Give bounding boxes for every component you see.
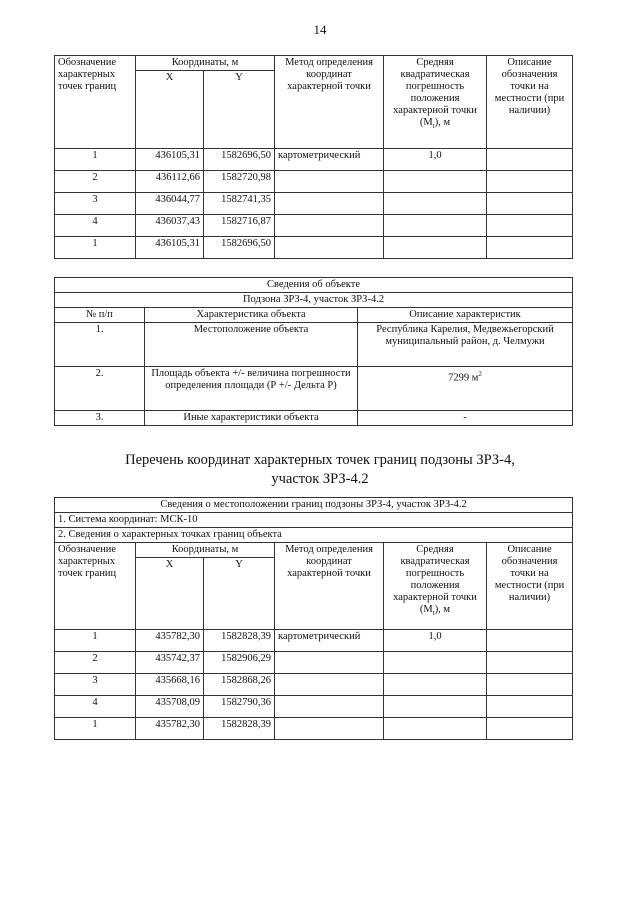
row-desc: Республика Карелия, Медвежьегорский муниципальный район, д. Челмужи [358, 323, 573, 367]
header-y: Y [204, 558, 275, 630]
heading-line-2: участок ЗРЗ-4.2 [271, 471, 369, 487]
y-coordinate: 1582790,36 [204, 696, 275, 718]
row-num: 1. [55, 323, 145, 367]
row-num: 2. [55, 367, 145, 411]
table-row [55, 215, 573, 237]
method-cell: картометрический [275, 149, 384, 171]
y-coordinate: 1582716,87 [204, 215, 275, 237]
x-coordinate: 436105,31 [136, 237, 204, 259]
table-row [55, 630, 573, 652]
header-coordinates: Координаты, м [136, 56, 275, 71]
table-row [55, 193, 573, 215]
row-char: Местоположение объекта [145, 323, 358, 367]
header-description: Описание обозначения точки на местности (при наличии) [487, 56, 573, 149]
header-designation: Обозначение характерных точек границ [55, 543, 136, 630]
point-number: 3 [55, 674, 136, 696]
page-number: 14 [313, 22, 327, 37]
y-coordinate: 1582828,39 [204, 718, 275, 740]
x-coordinate: 435708,09 [136, 696, 204, 718]
row-char: Площадь объекта +/- величина погрешности определения площади (Р +/- Дельта Р) [145, 367, 358, 411]
point-number: 1 [55, 630, 136, 652]
header-y: Y [204, 71, 275, 149]
method-cell [275, 193, 384, 215]
row-desc: 7299 $м^2$ [358, 367, 573, 411]
description-cell [487, 193, 573, 215]
header-method: Метод определения координат характерной точки [275, 56, 384, 149]
y-coordinate: 1582828,39 [204, 630, 275, 652]
point-number: 4 [55, 215, 136, 237]
col-char-header: Характеристика объекта [145, 308, 358, 323]
object-info-subtitle: Подзона ЗРЗ-4, участок ЗРЗ-4.2 [55, 293, 573, 308]
row-num: 3. [55, 411, 145, 426]
description-cell [487, 149, 573, 171]
point-number: 1 [55, 149, 136, 171]
table-row [55, 171, 573, 193]
object-info-table [54, 277, 573, 426]
error-cell [384, 193, 487, 215]
coordinates-table-1 [54, 55, 573, 259]
error-cell [384, 652, 487, 674]
point-number: 2 [55, 652, 136, 674]
y-coordinate: 1582868,26 [204, 674, 275, 696]
method-cell [275, 171, 384, 193]
table-row [55, 674, 573, 696]
point-number: 2 [55, 171, 136, 193]
error-cell [384, 696, 487, 718]
description-cell [487, 718, 573, 740]
table-row [55, 149, 573, 171]
header-error: Средняя квадратическая погрешность положения характерной точки $(M_t)$, м [384, 543, 487, 630]
y-coordinate: 1582741,35 [204, 193, 275, 215]
header-method: Метод определения координат характерной точки [275, 543, 384, 630]
error-cell: 1,0 [384, 149, 487, 171]
description-cell [487, 652, 573, 674]
point-number: 1 [55, 718, 136, 740]
y-coordinate: 1582906,29 [204, 652, 275, 674]
header-x: X [136, 558, 204, 630]
coordinates-table-2 [54, 497, 573, 740]
error-cell: 1,0 [384, 630, 487, 652]
object-info-title: Сведения об объекте [55, 278, 573, 293]
x-coordinate: 436044,77 [136, 193, 204, 215]
coordinate-system: 1. Система координат: МСК-10 [55, 513, 573, 528]
header-designation: Обозначение характерных точек границ [55, 56, 136, 149]
col-desc-header: Описание характеристик [358, 308, 573, 323]
header-coordinates: Координаты, м [136, 543, 275, 558]
description-cell [487, 171, 573, 193]
point-number: 3 [55, 193, 136, 215]
table-row [55, 696, 573, 718]
points-section: 2. Сведения о характерных точках границ объекта [55, 528, 573, 543]
location-title: Сведения о местоположении границ подзоны ЗРЗ-4, участок ЗРЗ-4.2 [55, 498, 573, 513]
x-coordinate: 435668,16 [136, 674, 204, 696]
method-cell [275, 652, 384, 674]
method-cell: картометрический [275, 630, 384, 652]
description-cell [487, 674, 573, 696]
method-cell [275, 215, 384, 237]
y-coordinate: 1582696,50 [204, 149, 275, 171]
y-coordinate: 1582696,50 [204, 237, 275, 259]
row-char: Иные характеристики объекта [145, 411, 358, 426]
description-cell [487, 237, 573, 259]
y-coordinate: 1582720,98 [204, 171, 275, 193]
row-desc: - [358, 411, 573, 426]
x-coordinate: 435782,30 [136, 630, 204, 652]
error-cell [384, 718, 487, 740]
col-num-header: № п/п [55, 308, 145, 323]
description-cell [487, 696, 573, 718]
point-number: 1 [55, 237, 136, 259]
error-cell [384, 215, 487, 237]
x-coordinate: 436105,31 [136, 149, 204, 171]
error-cell [384, 674, 487, 696]
header-x: X [136, 71, 204, 149]
method-cell [275, 237, 384, 259]
x-coordinate: 435782,30 [136, 718, 204, 740]
header-error: Средняя квадратическая погрешность положения характерной точки $(M_t)$, м [384, 56, 487, 149]
method-cell [275, 674, 384, 696]
section-heading [0, 451, 640, 489]
table-row [55, 652, 573, 674]
method-cell [275, 718, 384, 740]
description-cell [487, 630, 573, 652]
x-coordinate: 436112,66 [136, 171, 204, 193]
heading-line-1: Перечень координат характерных точек границ подзоны ЗРЗ-4, [125, 452, 515, 468]
table-row [55, 718, 573, 740]
x-coordinate: 436037,43 [136, 215, 204, 237]
table-row [55, 237, 573, 259]
error-cell [384, 171, 487, 193]
method-cell [275, 696, 384, 718]
x-coordinate: 435742,37 [136, 652, 204, 674]
error-cell [384, 237, 487, 259]
point-number: 4 [55, 696, 136, 718]
header-description: Описание обозначения точки на местности (при наличии) [487, 543, 573, 630]
description-cell [487, 215, 573, 237]
